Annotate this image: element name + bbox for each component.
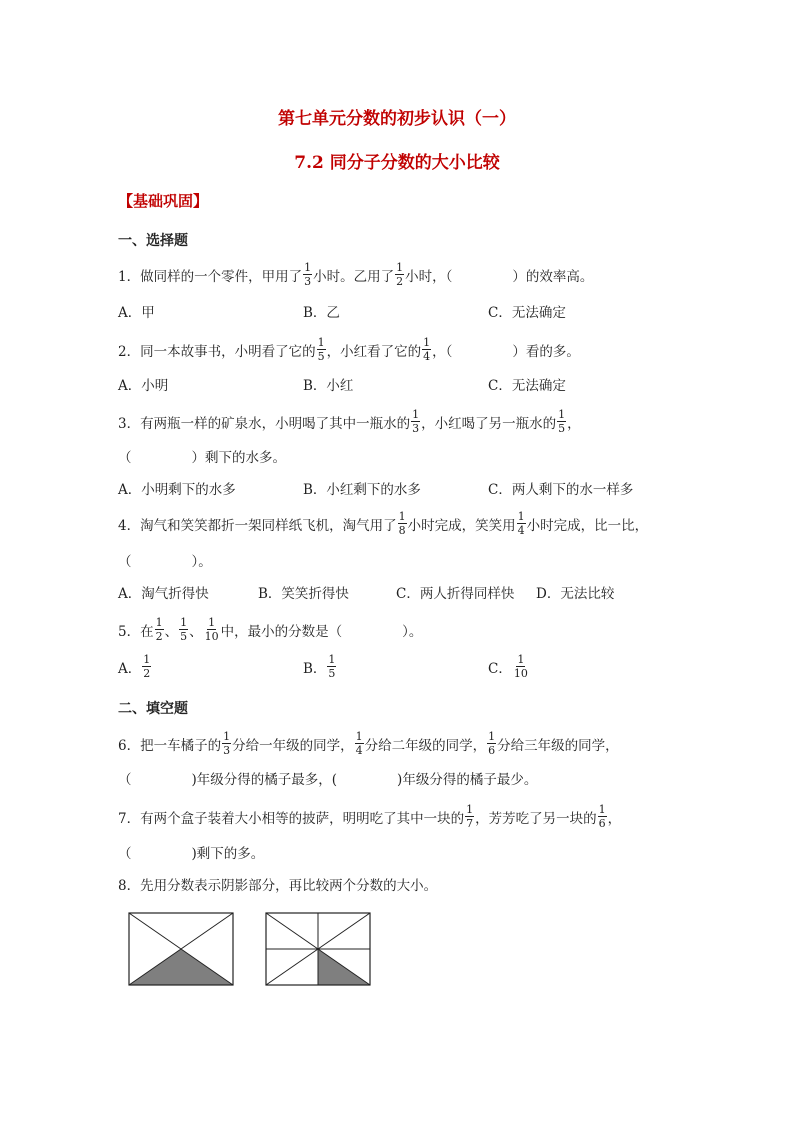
option-c[interactable]: C．无法确定 <box>488 305 566 321</box>
question-7: 7．有两个盒子装着大小相等的披萨，明明吃了其中一块的 $\frac{1}{7}$ ，芳芳吃了另一块的 $\frac{1}{6}$ ， <box>118 803 622 830</box>
option-b[interactable]: B．乙 <box>303 305 340 321</box>
fraction: $\frac{1}{2}$ <box>155 616 163 643</box>
option-c[interactable]: C． $\frac{1}{10}$ <box>488 653 528 680</box>
question-3: 3．有两瓶一样的矿泉水，小明喝了其中一瓶水的 $\frac{1}{3}$ ，小红喝了另一瓶水的 $\frac{1}{5}$ ， <box>118 408 581 435</box>
fraction: $\frac{1}{4}$ <box>517 510 525 537</box>
fraction: $\frac{1}{2}$ <box>396 261 404 288</box>
option-b[interactable]: B．小红剩下的水多 <box>303 482 421 498</box>
fraction: $\frac{1}{3}$ <box>304 261 312 288</box>
fraction: $\frac{1}{4}$ <box>355 730 363 757</box>
question-6: 6．把一车橘子的 $\frac{1}{3}$ 分给一年级的同学， $\frac{1}{4}$ 分给二年级的同学， $\frac{1}{6}$ 分给三年级的同学， <box>118 730 619 757</box>
question-4: 4．淘气和笑笑都折一架同样纸飞机，淘气用了 $\frac{1}{8}$ 小时完成，笑笑用 $\frac{1}{4}$ 小时完成，比一比， <box>118 510 649 537</box>
question-2: 2．同一本故事书，小明看了它的 $\frac{1}{5}$ ，小红看了它的 $\frac{1}{4}$ ，（ ）看的多。 <box>118 336 580 363</box>
shaded-region <box>129 949 233 985</box>
fraction: $\frac{1}{10}$ <box>513 653 528 680</box>
fraction: $\frac{1}{5}$ <box>180 616 188 643</box>
option-b[interactable]: B．小红 <box>303 378 354 394</box>
option-a[interactable]: A．小明剩下的水多 <box>118 482 236 498</box>
option-d[interactable]: D．无法比较 <box>536 586 615 602</box>
square-figure-eighths <box>265 912 371 986</box>
fraction: $\frac{1}{5}$ <box>317 336 325 363</box>
fraction: $\frac{1}{7}$ <box>466 803 474 830</box>
option-c[interactable]: C．两人剩下的水一样多 <box>488 482 634 498</box>
fraction: $\frac{1}{3}$ <box>412 408 420 435</box>
option-c[interactable]: C．无法确定 <box>488 378 566 394</box>
square-figure-quarters <box>128 912 234 986</box>
fraction: $\frac{1}{5}$ <box>328 653 336 680</box>
page-subtitle: 7.2 同分子分数的大小比较 <box>294 153 500 173</box>
question-3-line2: （ ）剩下的水多。 <box>118 450 286 466</box>
question-1: 1．做同样的一个零件，甲用了 $\frac{1}{3}$ 小时。乙用了 $\frac{1}{2}$ 小时，（ ）的效率高。 <box>118 261 594 288</box>
fraction: $\frac{1}{2}$ <box>143 653 151 680</box>
question-4-line2: （ ）。 <box>118 554 212 570</box>
question-7-line2: （ )剩下的多。 <box>118 846 265 862</box>
part2-heading: 二、填空题 <box>118 701 188 717</box>
fraction: $\frac{1}{10}$ <box>204 616 219 643</box>
fraction: $\frac{1}{4}$ <box>423 336 431 363</box>
fraction: $\frac{1}{3}$ <box>223 730 231 757</box>
fraction: $\frac{1}{5}$ <box>558 408 566 435</box>
option-a[interactable]: A．小明 <box>118 378 169 394</box>
option-b[interactable]: B． $\frac{1}{5}$ <box>303 653 336 680</box>
fraction: $\frac{1}{6}$ <box>488 730 496 757</box>
option-a[interactable]: A．淘气折得快 <box>118 586 209 602</box>
option-a[interactable]: A． $\frac{1}{2}$ <box>118 653 151 680</box>
fraction: $\frac{1}{8}$ <box>398 510 406 537</box>
question-8: 8．先用分数表示阴影部分，再比较两个分数的大小。 <box>118 878 438 894</box>
section-tag: 【基础巩固】 <box>118 192 209 210</box>
part1-heading: 一、选择题 <box>118 233 188 249</box>
option-c[interactable]: C．两人折得同样快 <box>396 586 515 602</box>
question-5: 5．在 $\frac{1}{2}$ 、 $\frac{1}{5}$ 、 $\frac{1}{10}$ 中，最小的分数是（ ）。 <box>118 616 423 643</box>
option-b[interactable]: B．笑笑折得快 <box>258 586 349 602</box>
option-a[interactable]: A．甲 <box>118 305 155 321</box>
page-title: 第七单元分数的初步认识（一） <box>278 109 516 129</box>
fraction: $\frac{1}{6}$ <box>598 803 606 830</box>
question-6-line2: （ )年级分得的橘子最多，( )年级分得的橘子最少。 <box>118 772 538 788</box>
